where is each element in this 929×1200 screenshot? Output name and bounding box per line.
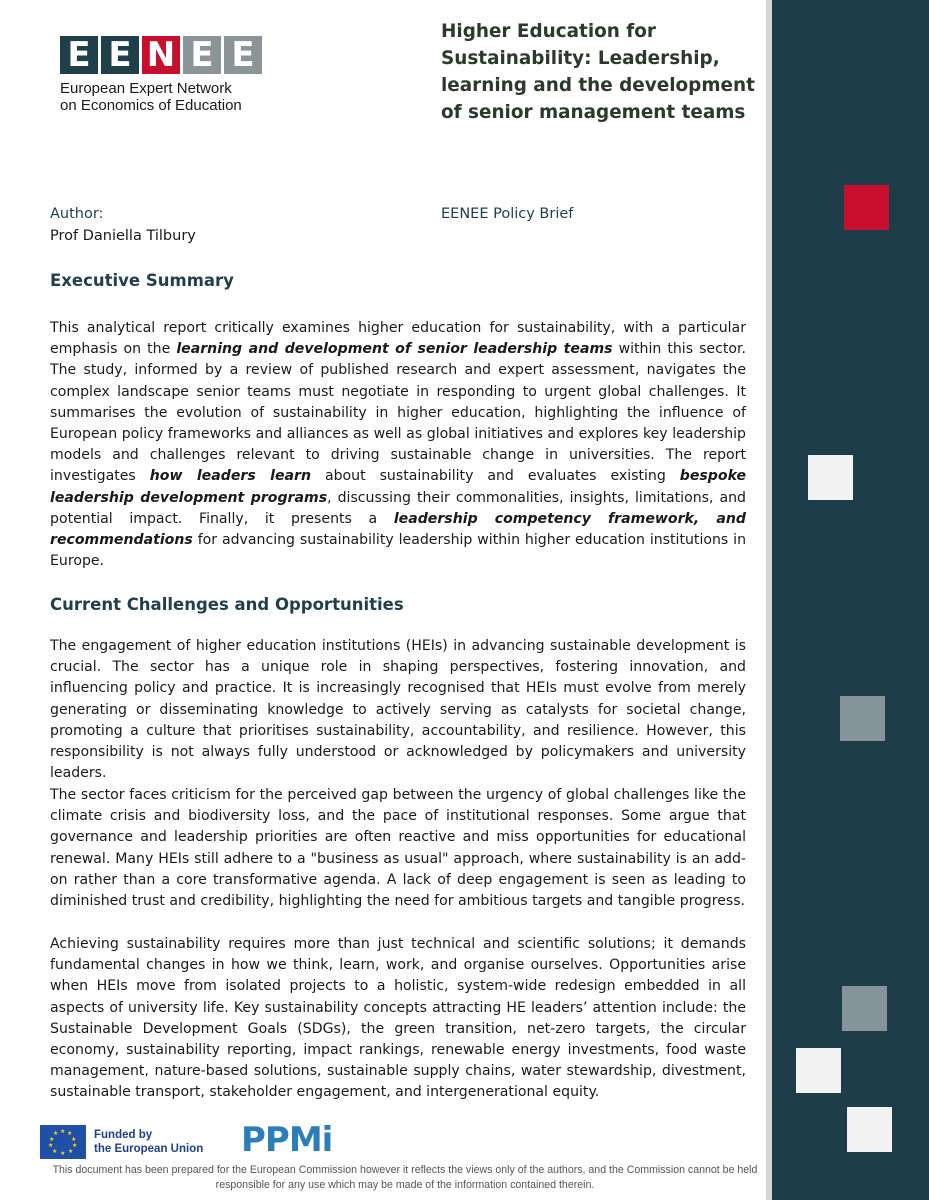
ppmi-logo: PPMi: [241, 1120, 333, 1160]
document-type: EENEE Policy Brief: [441, 206, 574, 222]
white-square: [796, 1048, 841, 1093]
logo-line-1: European Expert Network: [60, 80, 232, 97]
eu-funding-badge: [40, 1125, 203, 1159]
challenges-paragraph-2: The sector faces criticism for the perceived gap between the urgency of global challenges like the climate crisis and biodiversity loss, and the pace of institutional responses. Some argue that governance and leadership priorities are often reactive and miss opportunities for educational renewal. Many HEIs still adhere to a "business as usual" approach, where sustainability is an add-on rather than a core transformative agenda. A lack of deep engagement is seen as leading to diminished trust and credibility, highlighting the need for ambitious targets and tangible progress.: [50, 787, 746, 910]
author-name: Prof Daniella Tilbury: [50, 228, 196, 244]
funded-line-1: Funded by: [94, 1129, 153, 1141]
author-label: Author:: [50, 206, 104, 222]
eu-flag-icon: ★ ★ ★ ★ ★ ★ ★ ★ ★ ★: [40, 1125, 86, 1159]
logo-subtitle: [60, 80, 262, 114]
grey-square: [842, 986, 887, 1031]
executive-summary-paragraph: This analytical report critically examines higher education for sustainability, with a particular emphasis on the learning and development of senior leadership teams within this sector. The study, informed by a review of published research and expert assessment, navigates the complex landscape senior teams must negotiate in responding to urgent global challenges. It summarises the evolution of sustainability in higher education, highlighting the influence of European policy frameworks and alliances as well as global initiatives and explores key leadership models and challenges relevant to driving sustainable change in universities. The report investigates how leaders learn about sustainability and evaluates existing bespoke leadership development programs, discussing their commonalities, insights, limitations, and potential impact. Finally, it presents a leadership competency framework, and recommendations for advancing sustainability leadership within higher education institutions in Europe.: [50, 320, 747, 570]
logo-letter: E: [60, 36, 98, 74]
logo-letter: E: [183, 36, 221, 74]
executive-summary-heading: Executive Summary: [50, 271, 234, 290]
funded-text: [94, 1128, 203, 1156]
disclaimer: This document has been prepared for the European Commission however it reflects the views only of the authors, and the Commission cannot be held responsible for any use which may be made of the information contained therein.: [52, 1164, 758, 1191]
red-square: [844, 185, 889, 230]
funded-line-2: the European Union: [94, 1143, 204, 1155]
white-square: [808, 455, 853, 500]
logo-letter: E: [224, 36, 262, 74]
logo-letter: N: [142, 36, 180, 74]
grey-square: [840, 696, 885, 741]
logo-line-2: on Economics of Education: [60, 97, 242, 114]
white-square: [847, 1107, 892, 1152]
challenges-paragraph-1: The engagement of higher education institutions (HEIs) in advancing sustainable development is crucial. The sector has a unique role in shaping perspectives, fostering innovation, and influencing policy and practice. It is increasingly recognised that HEIs must evolve from merely generating or disseminating knowledge to actively serving as catalysts for societal change, promoting a culture that prioritises sustainability, accountability, and resilience. However, this responsibility is not always fully understood or acknowledged by policymakers and university leaders.: [50, 638, 746, 782]
document-title: Higher Education for Sustainability: Leadership, learning and the development of senior management teams: [441, 21, 755, 123]
eenee-logo: [60, 36, 262, 114]
challenges-paragraph-3: Achieving sustainability requires more than just technical and scientific solutions; it demands fundamental changes in how we think, learn, work, and organise ourselves. Opportunities arise when HEIs move from isolated projects to a holistic, system-wide redesign embedded in all aspects of university life. Key sustainability concepts attracting HE leaders’ attention include: the Sustainable Development Goals (SDGs), the green transition, net-zero targets, the circular economy, sustainability reporting, impact rankings, renewable energy investments, food waste management, nature-based solutions, sustainable supply chains, water stewardship, divestment, sustainable transport, stakeholder engagement, and intergenerational equity.: [50, 936, 746, 1101]
logo-letter: E: [101, 36, 139, 74]
challenges-heading: Current Challenges and Opportunities: [50, 595, 404, 614]
logo-letters: [60, 36, 262, 74]
